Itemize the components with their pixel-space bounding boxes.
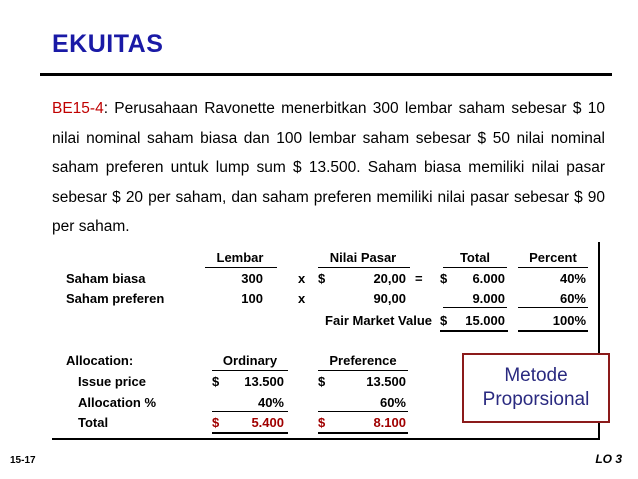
underline-ordinary — [212, 370, 288, 371]
method-callout — [462, 353, 610, 423]
fmv-dollar: $ — [440, 313, 448, 328]
header-total: Total — [459, 250, 491, 265]
underline-total — [443, 267, 507, 268]
alloc-row-label: Allocation % — [78, 395, 157, 410]
row-label: Saham preferen — [66, 291, 165, 306]
page-title: EKUITAS — [52, 30, 164, 58]
header-ordinary: Ordinary — [222, 353, 278, 368]
exercise-text — [52, 94, 605, 242]
alloc-row-ordinary: 40% — [257, 395, 284, 410]
row-percent: 40% — [559, 271, 586, 286]
learning-objective: LO 3 — [595, 452, 622, 466]
row-percent: 60% — [559, 291, 586, 306]
row-lembar: 100 — [241, 291, 263, 306]
alloc-double-line-ordinary — [212, 432, 288, 434]
sum-line-percent — [518, 307, 588, 308]
row-nilai: 20,00 — [373, 271, 406, 286]
page-number: 15-17 — [10, 455, 36, 466]
fmv-label: Fair Market Value — [325, 313, 432, 328]
sum-line-total — [443, 307, 507, 308]
callout-line2: Proporsional — [482, 389, 590, 410]
alloc-row-preference: 60% — [379, 395, 406, 410]
alloc-row-label: Issue price — [78, 374, 146, 389]
row-times: x — [298, 291, 306, 306]
row-total: 6.000 — [472, 271, 505, 286]
alloc-double-line-preference — [318, 432, 408, 434]
alloc-row-dollar: $ — [318, 374, 326, 389]
alloc-sum-line-ordinary — [212, 411, 288, 412]
row-nilai: 90,00 — [373, 291, 406, 306]
row-dollar: $ — [318, 271, 326, 286]
alloc-row-dollar: $ — [212, 415, 220, 430]
title-divider — [40, 73, 612, 76]
alloc-row-preference: 8.100 — [373, 415, 406, 430]
alloc-row-dollar: $ — [212, 374, 220, 389]
row-lembar: 300 — [241, 271, 263, 286]
underline-lembar — [205, 267, 277, 268]
alloc-row-preference: 13.500 — [366, 374, 406, 389]
header-lembar: Lembar — [216, 250, 264, 265]
row-times: x — [298, 271, 306, 286]
row-total: 9.000 — [472, 291, 505, 306]
header-percent: Percent — [529, 250, 577, 265]
callout-line1: Metode — [504, 365, 568, 386]
underline-preference — [318, 370, 408, 371]
allocation-label: Allocation: — [66, 353, 134, 368]
alloc-row-ordinary: 5.400 — [251, 415, 284, 430]
underline-nilai-pasar — [318, 267, 410, 268]
exercise-code: BE15-4 — [52, 100, 104, 117]
alloc-row-ordinary: 13.500 — [244, 374, 284, 389]
row-dollar-total: $ — [440, 271, 448, 286]
alloc-row-label: Total — [78, 415, 109, 430]
row-label: Saham biasa — [66, 271, 146, 286]
underline-percent — [518, 267, 588, 268]
exercise-body: : Perusahaan Ravonette menerbitkan 300 lembar saham sebesar $ 10 nilai nominal saham biasa dan 100 lembar saham sebesar $ 50 nilai nominal saham preferen untuk lump sum $ 13.500. Saham biasa memiliki nilai pasar sebesar $ 20 per saham, dan saham preferen memiliki nilai pasar sebesar $ 90 per saham. — [52, 100, 605, 235]
double-line-percent — [518, 330, 588, 332]
alloc-row-dollar: $ — [318, 415, 326, 430]
fmv-total: 15.000 — [465, 313, 505, 328]
row-equals: = — [415, 271, 423, 286]
header-nilai-pasar: Nilai Pasar — [329, 250, 397, 265]
alloc-sum-line-preference — [318, 411, 408, 412]
header-preference: Preference — [329, 353, 397, 368]
double-line-total — [440, 330, 508, 332]
fmv-percent: 100% — [552, 313, 586, 328]
